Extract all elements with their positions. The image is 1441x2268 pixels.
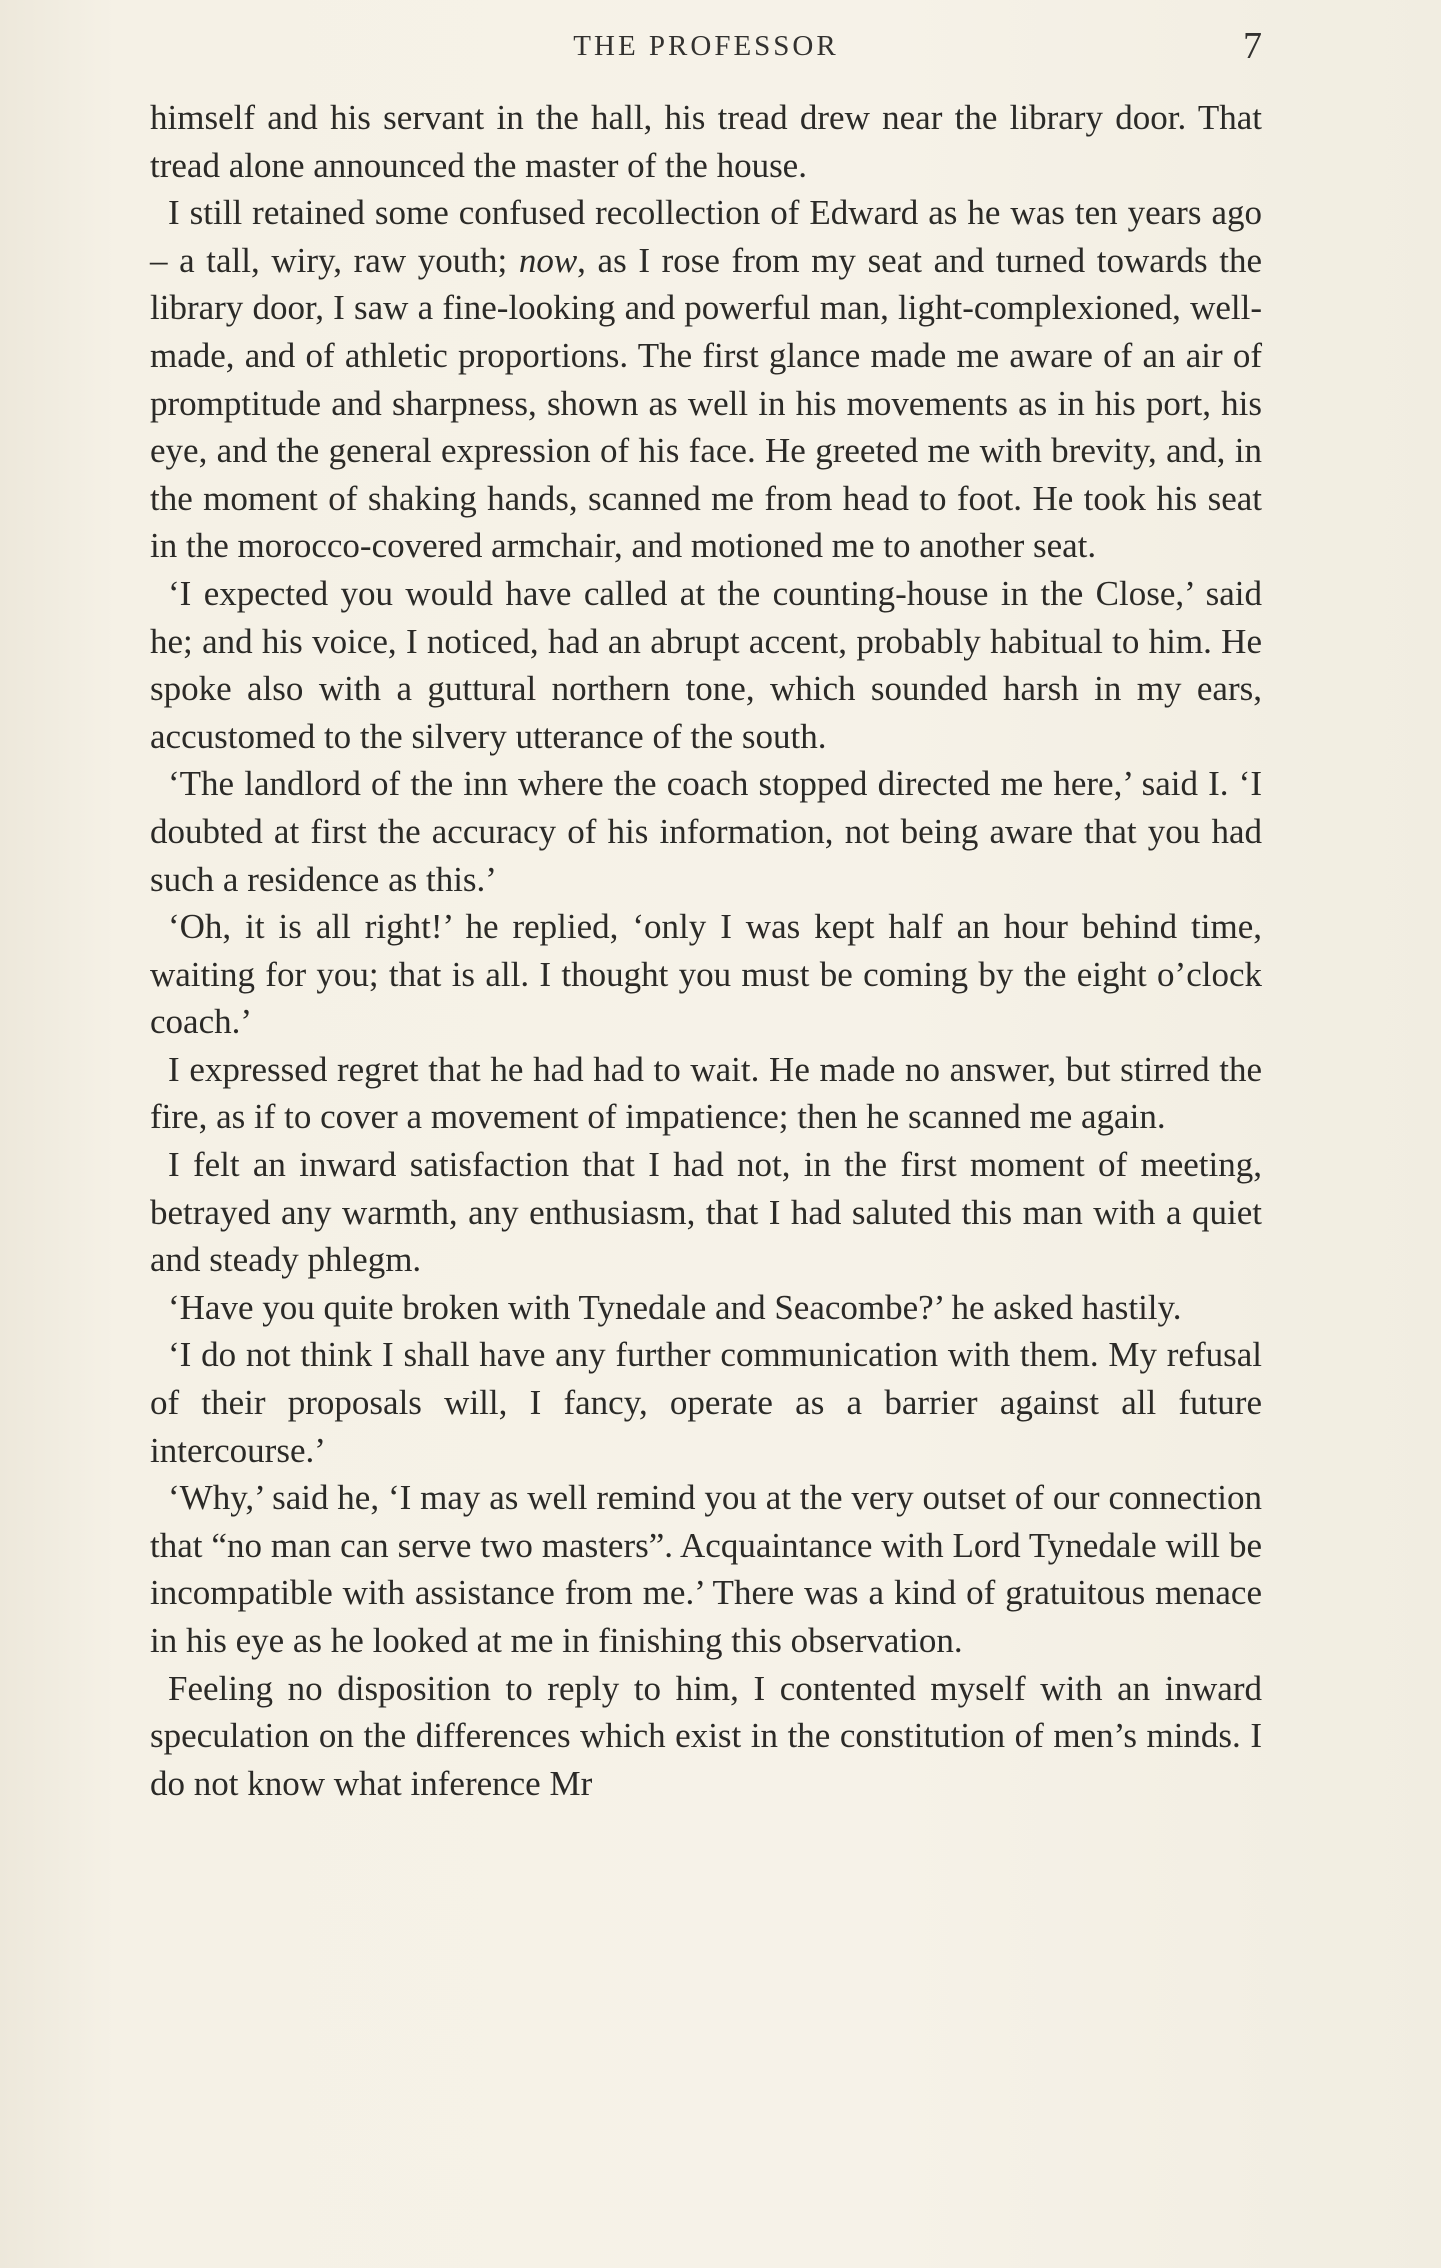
paragraph: I felt an inward satisfaction that I had not, in the first moment of meeting, betrayed any warmth, any enthusiasm, that I had saluted this man with a quiet and steady phlegm.: [150, 1145, 1262, 1280]
paragraph: I expressed regret that he had had to wait. He made no answer, but stirred the fire, as if to cover a movement of impatience; then he scanned me again.: [150, 1049, 1262, 1137]
paragraph: ‘Have you quite broken with Tynedale and Seacombe?’ he asked hastily.: [168, 1287, 1182, 1327]
page-number: 7: [1243, 25, 1262, 67]
paragraph: ‘Why,’ said he, ‘I may as well remind you at the very outset of our connection that “no man can serve two masters”. Acquaintance with Lord Tynedale will be incompatible with assistance from me.’ There was a kind of gratuitous menace in his eye as he looked at me in finishing this observation.: [150, 1478, 1262, 1660]
paragraph: ‘I do not think I shall have any further communication with them. My refusal of their proposals will, I fancy, operate as a barrier against all future intercourse.’: [150, 1335, 1262, 1470]
paragraph-text: I still retained some confused recollection of Edward as he was ten years ago – a tall, wiry, raw youth;: [150, 193, 1262, 280]
running-head: [150, 22, 1262, 82]
body-text: [150, 94, 1262, 1807]
emphasis-text: now: [518, 240, 578, 280]
running-title: THE PROFESSOR: [573, 30, 839, 62]
paragraph-text: , as I rose from my seat and turned towards the library door, I saw a fine-looking and powerful man, light-complexioned, well-made, and of athletic proportions. The first glance made me aware of an air of promptitude and sharpness, shown as well in his movements as in his port, his eye, and the general expression of his face. He greeted me with brevity, and, in the moment of shaking hands, scanned me from head to foot. He took his seat in the morocco-covered armchair, and motioned me to another seat.: [150, 240, 1263, 566]
paragraph: ‘Oh, it is all right!’ he replied, ‘only I was kept half an hour behind time, waiting for you; that is all. I thought you must be coming by the eight o’clock coach.’: [150, 907, 1262, 1042]
paragraph: ‘The landlord of the inn where the coach stopped directed me here,’ said I. ‘I doubted at first the accuracy of his information, not being aware that you had such a residence as this.’: [150, 764, 1262, 899]
paragraph: Feeling no disposition to reply to him, I contented myself with an inward speculation on the differences which exist in the constitution of men’s minds. I do not know what inference Mr: [150, 1668, 1262, 1803]
paragraph: ‘I expected you would have called at the counting-house in the Close,’ said he; and his voice, I noticed, had an abrupt accent, probably habitual to him. He spoke also with a guttural northern tone, which sounded harsh in my ears, accustomed to the silvery utterance of the south.: [150, 573, 1262, 756]
paragraph: [150, 189, 1262, 570]
paragraph: himself and his servant in the hall, his tread drew near the library door. That tread alone announced the master of the house.: [150, 98, 1262, 185]
